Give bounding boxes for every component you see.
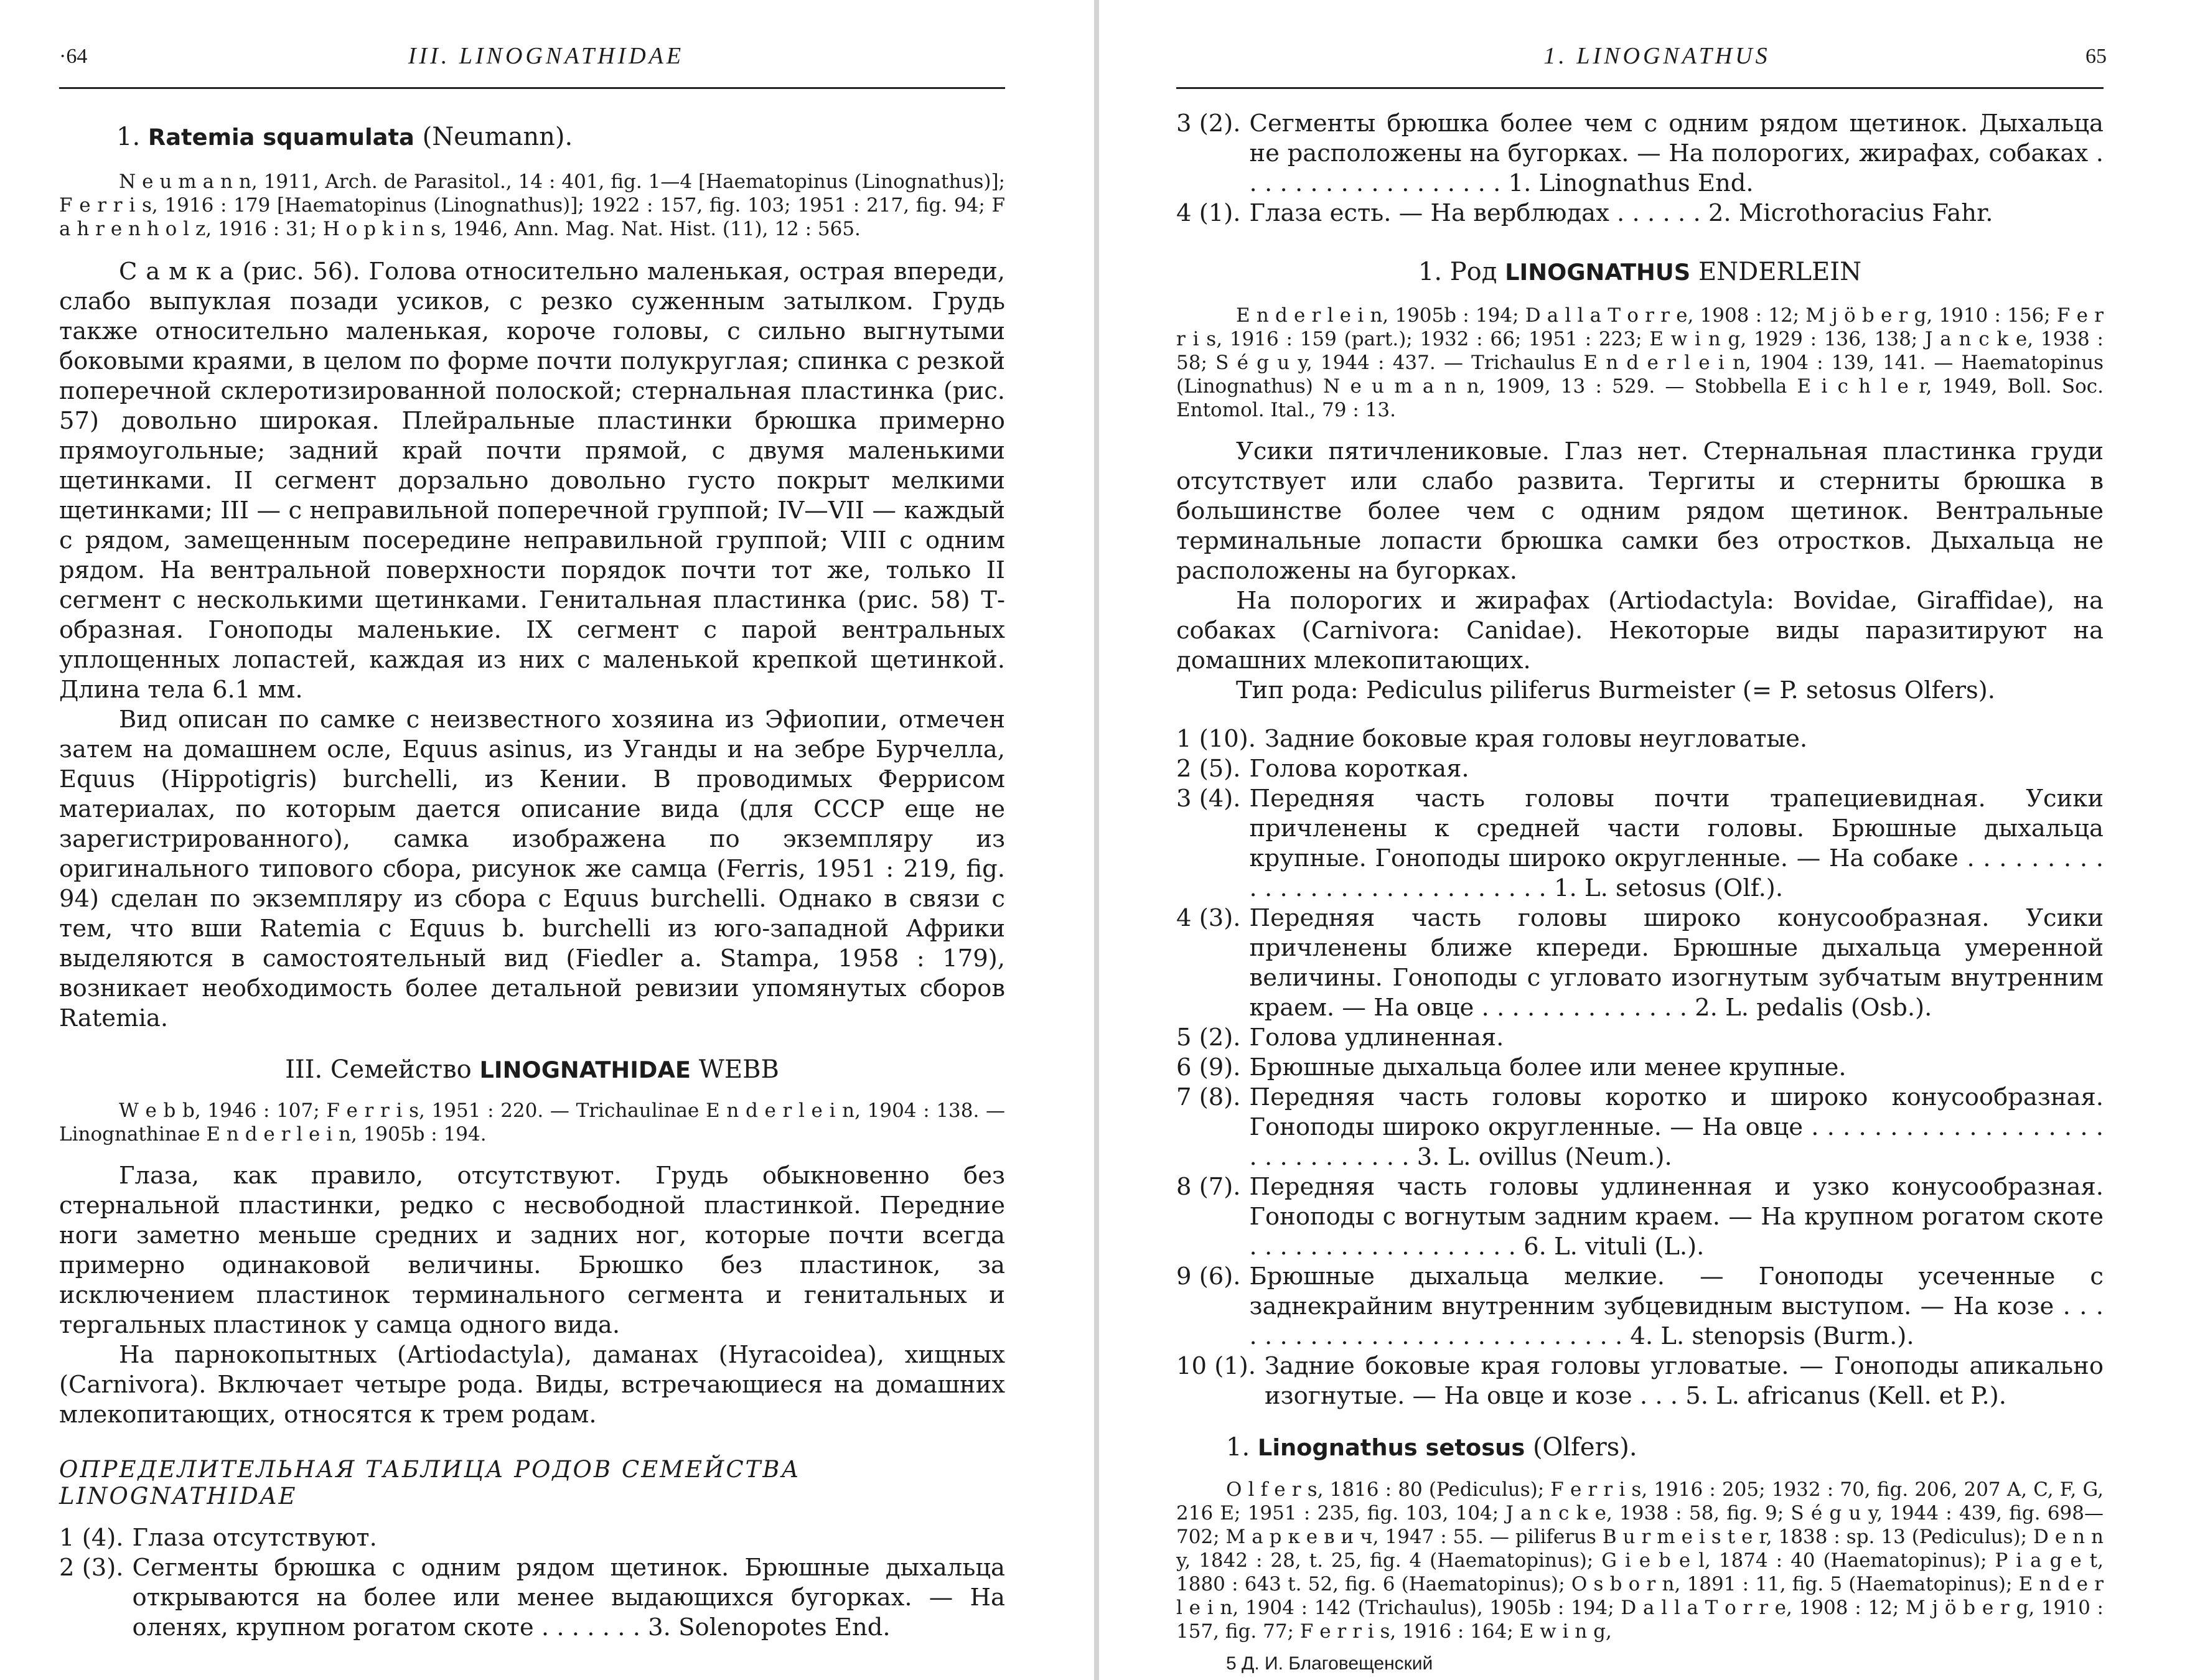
genera-key-title: ОПРЕДЕЛИТЕЛЬНАЯ ТАБЛИЦА РОДОВ СЕМЕЙСТВА LINOGNATHIDAE	[59, 1456, 801, 1510]
family-references: W e b b, 1946 : 107; F e r r i s, 1951 : 220. — Trichaulinae E n d e r l e i n, 1904 : 138. — Linognathinae E n d e r l e i n, 1905b : 194.	[59, 1099, 1005, 1146]
family-heading: III. Семейство LINOGNATHIDAE WEBB	[285, 1055, 779, 1084]
genus-hosts: На полорогих и жирафах (Artiodactyla: Bovidae, Giraffidae), на собаках (Carnivora: Canidae). Некоторые виды паразитируют на домашних млекопитающих.	[1176, 587, 2104, 674]
left-header	[0, 0, 1092, 93]
key-item: 2 (3). Сегменты брюшка с одним рядом щетинок. Брюшные дыхальца открываются на более или менее выдающихся бугорках. — На оленях, крупном рогатом скоте . . . . . . . 3. Solenopotes End.	[59, 1554, 1005, 1641]
genus-description: Усики пятичлениковые. Глаз нет. Стернальная пластинка груди отсутствует или слабо развита. Тергиты и стерниты брюшка в большинстве более чем с одним рядом щетинок. Вентральные терминальные лопасти брюшка самки без отростков. Дыхальца не расположены на бугорках.	[1176, 437, 2104, 585]
printer-signature: 5 Д. И. Благовещенский	[1226, 1653, 1433, 1674]
key-item: 8 (7). Передняя часть головы удлиненная и узко конусообразная. Гоноподы с вогнутым задним краем. — На крупном рогатом скоте . . . . . . . . . . . . . . . . . . 6. L. vituli (L.).	[1176, 1173, 2104, 1261]
setosus-heading: 1. Linognathus setosus (Olfers).	[1226, 1433, 1637, 1462]
key-item: 3 (4). Передняя часть головы почти трапециевидная. Усики причленены к средней части головы. Брюшные дыхальца крупные. Гоноподы широко округленные. — На собаке . . . . . . . . . . . . . . . . . . . . . . . . . . . . . 1. L. setosus (Olf.).	[1176, 785, 2104, 902]
right-header-rule	[1176, 87, 2104, 89]
ratemia-distribution: Вид описан по самке с неизвестного хозяина из Эфиопии, отмечен затем на домашнем осле, Equus asinus, из Уганды и на зебре Бурчелла, Equus (Hippotigris) burchelli, из Кении. В проводимых Феррисом материалах, по которым дается описание вида (для СССР еще не зарегистрированного), самка изображена по экземпляру из оригинального типового сбора, рисунок же самца (Ferris, 1951 : 219, fig. 94) сделан по экземпляру из сбора с Equus burchelli. Однако в связи с тем, что вши Ratemia с Equus b. burchelli из юго-западной Африки выделяются в самостоятельный вид (Fiedler a. Stampa, 1958 : 179), возникает необходимость более детальной ревизии упомянутых сборов Ratemia.	[59, 706, 1005, 1032]
family-hosts: На парнокопытных (Artiodactyla), даманах (Hyracoidea), хищных (Carnivora). Включает четыре рода. Виды, встречающиеся на домашних млекопитающих, относятся к трем родам.	[59, 1341, 1005, 1429]
genera-key-continued	[1176, 109, 2104, 228]
key-item: 2 (5). Голова короткая.	[1176, 755, 1469, 783]
key-item: 4 (1). Глаза есть. — На верблюдах . . . . . . 2. Microthoracius Fahr.	[1176, 199, 1993, 227]
ratemia-references: N e u m a n n, 1911, Arch. de Parasitol., 14 : 401, fig. 1—4 [Haematopinus (Linognathus)]; F e r r i s, 1916 : 179 [Haematopinus (Linognathus)]; 1922 : 157, fig. 103; 1951 : 217, fig. 94; F a h r e n h o l z, 1916 : 31; H o p k i n s, 1946, Ann. Mag. Nat. Hist. (11), 12 : 565.	[59, 170, 1005, 240]
left-page-number: ·64	[59, 45, 88, 68]
key-item: 6 (9). Брюшные дыхальца более или менее крупные.	[1176, 1053, 1847, 1081]
key-item: 10 (1). Задние боковые края головы угловатые. — Гоноподы апикально изогнутые. — На овце и козе . . . 5. L. africanus (Kell. et P.).	[1176, 1352, 2104, 1410]
genera-key	[59, 1523, 1005, 1643]
key-item: 1 (10). Задние боковые края головы неугловатые.	[1176, 725, 1808, 753]
key-item: 9 (6). Брюшные дыхальца мелкие. — Гоноподы усеченные с заднекрайним внутренним зубцевидным выступом. — На козе . . . . . . . . . . . . . . . . . . . . . . . . . . . . 4. L. stenopsis (Burm.).	[1176, 1262, 2104, 1350]
ratemia-description: С а м к а (рис. 56). Голова относительно маленькая, острая впереди, слабо выпуклая позади усиков, с резко суженным затылком. Грудь также относительно маленькая, короче головы, с сильно выгнутыми боковыми краями, в целом по форме почти полукруглая; спинка с резкой поперечной склеротизированной полоской; стернальная пластинка (рис. 57) довольно широкая. Плейральные пластинки брюшка примерно прямоугольные; задний край почти прямой, с двумя маленькими щетинками. II сегмент дорзально довольно густо покрыт мелкими щетинками; III — с неправильной поперечной группой; IV—VII — каждый с рядом, замещенным посередине неправильной группой; VIII с одним рядом. На вентральной поверхности порядок почти тот же, только II сегмент с несколькими щетинками. Генитальная пластинка (рис. 58) Т-образная. Гоноподы маленькие. IX сегмент с парой вентральных уплощенных лопастей, каждая из них с маленькой крепкой щетинкой. Длина тела 6.1 мм.	[59, 258, 1005, 704]
ratemia-heading: 1. Ratemia squamulata (Neumann).	[116, 123, 573, 151]
key-item: 7 (8). Передняя часть головы коротко и широко конусообразная. Гоноподы широко округленные. — На овце . . . . . . . . . . . . . . . . . . . . . . . . . . . . . . 3. L. ovillus (Neum.).	[1176, 1083, 2104, 1171]
right-page-number: 65	[2085, 45, 2107, 68]
genus-type: Тип рода: Pediculus piliferus Burmeister (= P. setosus Olfers).	[1236, 676, 1996, 704]
left-page	[0, 0, 1092, 1680]
right-running-title: 1. LINOGNATHUS	[1543, 43, 1771, 69]
setosus-references: O l f e r s, 1816 : 80 (Pediculus); F e r r i s, 1916 : 205; 1932 : 70, fig. 206, 207 A, C, F, G, 216 E; 1951 : 235, fig. 103, 104; J a n c k e, 1938 : 58, fig. 9; S é g u y, 1944 : 439, fig. 698—702; М а р к е в и ч, 1947 : 55. — piliferus B u r m e i s t e r, 1838 : sp. 13 (Pediculus); D e n n y, 1842 : 28, t. 25, fig. 4 (Haematopinus); G i e b e l, 1874 : 40 (Haematopinus); P i a g e t, 1880 : 643 t. 52, fig. 6 (Haematopinus); O s b o r n, 1891 : 11, fig. 5 (Haematopinus); E n d e r l e i n, 1904 : 142 (Trichaulus), 1905b : 194; D a l l a T o r r e, 1908 : 12; M j ö b e r g, 1910 : 157, fig. 77; F e r r i s, 1916 : 164; E w i n g,	[1176, 1478, 2104, 1643]
right-header	[1114, 0, 2200, 93]
species-key	[1176, 724, 2104, 1411]
left-header-rule	[59, 87, 1005, 89]
genus-heading: 1. Род LINOGNATHUS ENDERLEIN	[1418, 258, 1862, 286]
left-column	[59, 93, 1005, 1643]
book-gutter	[1094, 0, 1099, 1680]
right-page	[1114, 0, 2200, 1680]
key-item: 3 (2). Сегменты брюшка более чем с одним рядом щетинок. Дыхальца не расположены на бугорках. — На полорогих, жирафах, собаках . . . . . . . . . . . . . . . . . . 1. Linognathus End.	[1176, 110, 2104, 197]
family-description: Глаза, как правило, отсутствуют. Грудь обыкновенно без стернальной пластинки, редко с несвободной пластинкой. Передние ноги заметно меньше средних и задних ног, которые почти всегда примерно одинаковой величины. Брюшко без пластинок, за исключением пластинок терминального сегмента и генитальных и тергальных пластинок у самца одного вида.	[59, 1162, 1005, 1339]
left-running-title: III. LINOGNATHIDAE	[408, 43, 685, 69]
key-item: 4 (3). Передняя часть головы широко конусообразная. Усики причленены ближе кпереди. Брюшные дыхальца умеренной величины. Гоноподы с угловато изогнутым зубчатым внутренним краем. — На овце . . . . . . . . . . . . . . 2. L. pedalis (Osb.).	[1176, 904, 2104, 1022]
key-item: 5 (2). Голова удлиненная.	[1176, 1024, 1504, 1052]
right-column	[1176, 109, 2104, 1674]
genus-references: E n d e r l e i n, 1905b : 194; D a l l a T o r r e, 1908 : 12; M j ö b e r g, 1910 : 156; F e r r i s, 1916 : 159 (part.); 1932 : 66; 1951 : 223; E w i n g, 1929 : 136, 138; J a n c k e, 1938 : 58; S é g u y, 1944 : 437. — Trichaulus E n d e r l e i n, 1904 : 139, 141. — Haematopinus (Linognathus) N e u m a n n, 1909, 13 : 529. — Stobbella E i c h l e r, 1949, Boll. Soc. Entomol. Ital., 79 : 13.	[1176, 304, 2104, 421]
key-item: 1 (4). Глаза отсутствуют.	[59, 1524, 377, 1552]
